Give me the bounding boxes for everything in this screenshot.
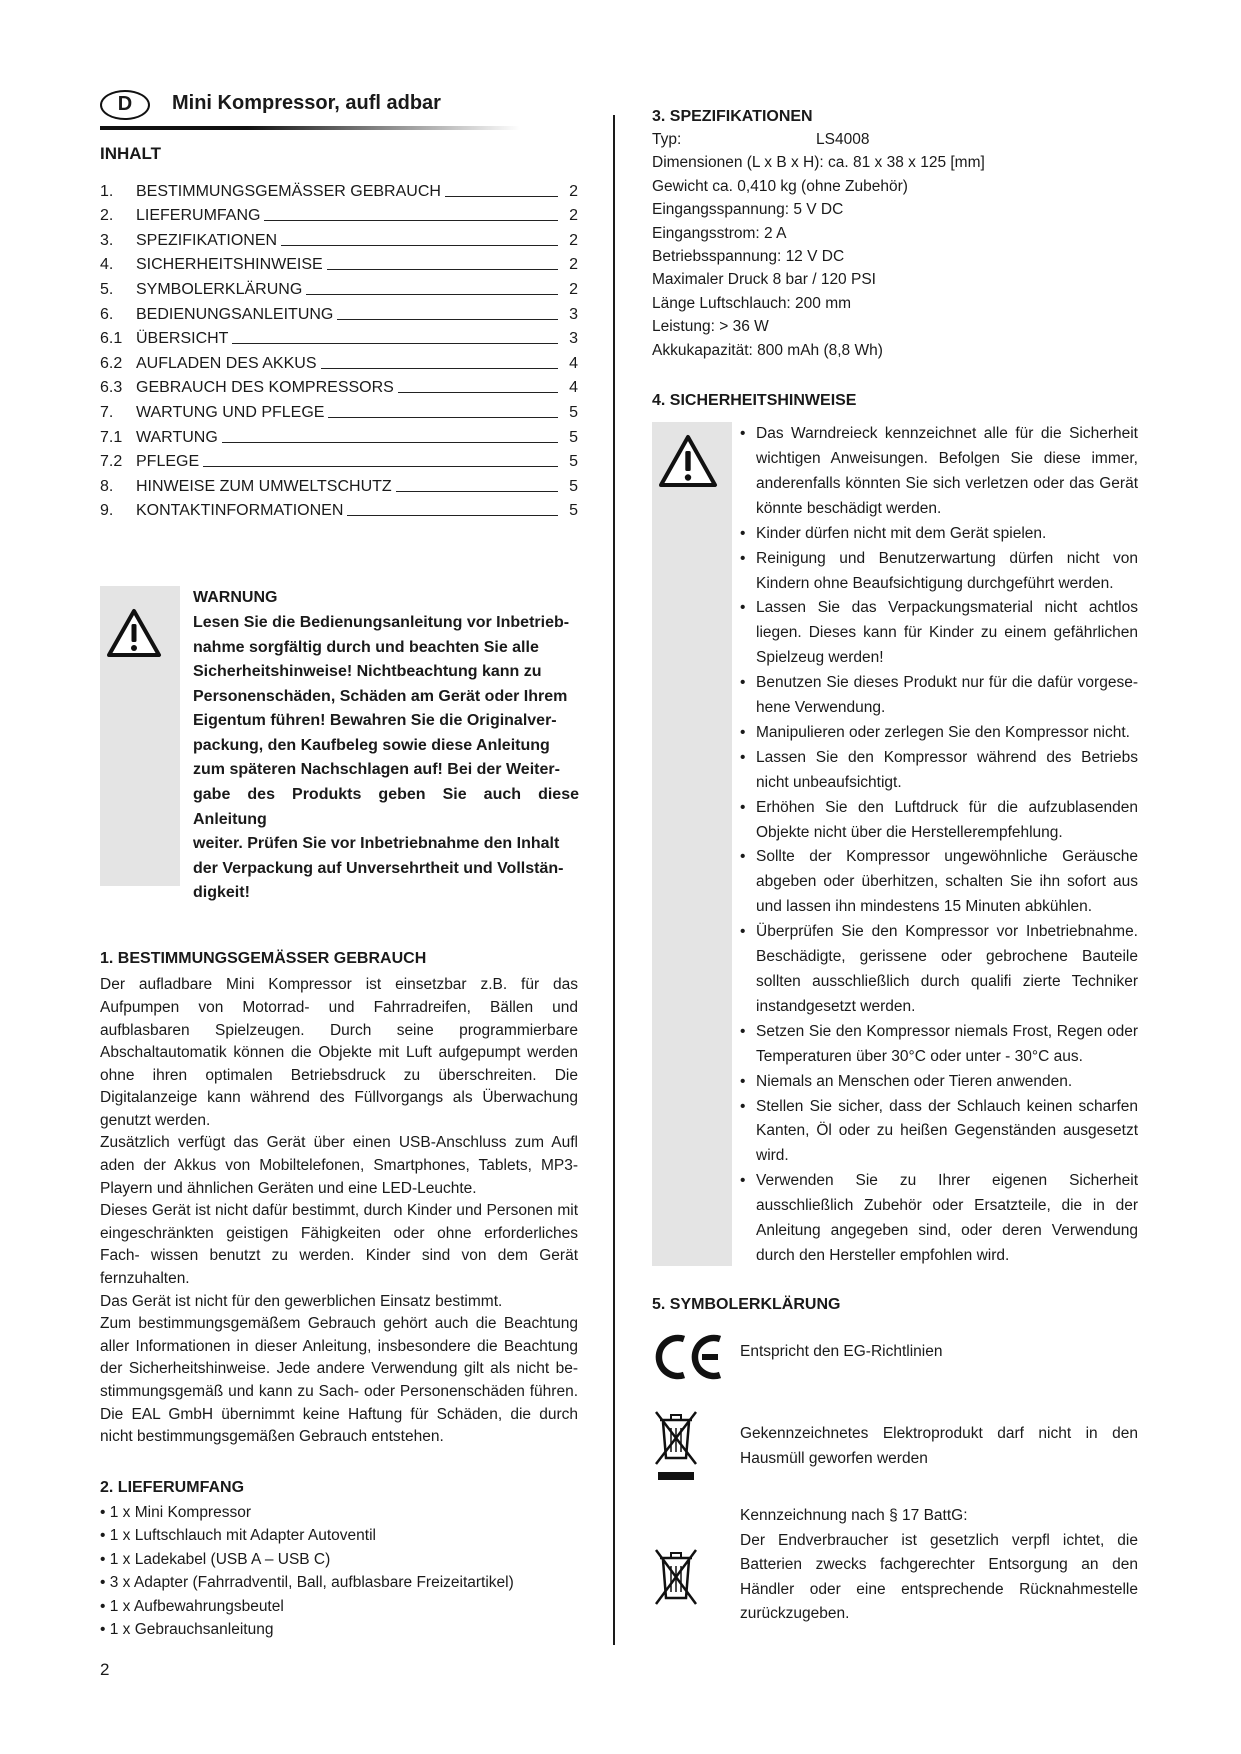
section-2 <box>100 1479 578 1642</box>
toc-item-page: 2 <box>569 256 578 274</box>
toc-item-page: 5 <box>569 428 578 446</box>
toc-item-number: 8. <box>100 477 114 495</box>
delivery-item-text: 1 x Ladekabel (USB A – USB C) <box>109 1550 331 1568</box>
delivery-item <box>100 1571 578 1595</box>
spec-line: Eingangsstrom: 2 A <box>652 224 787 242</box>
section-3-title: 3. SPEZIFIKATIONEN <box>652 108 813 125</box>
toc-leader-line <box>306 294 558 295</box>
toc-item-page: 5 <box>569 477 578 495</box>
safety-sidebar <box>652 422 732 1266</box>
toc-item-page: 4 <box>569 379 578 397</box>
warning-line: der Verpackung auf Unversehrtheit und Vollstän- <box>193 859 564 877</box>
toc-leader-line <box>327 269 558 270</box>
right-column <box>652 108 1138 1634</box>
toc-item-number: 6.2 <box>100 354 123 372</box>
toc-item-number: 7. <box>100 403 114 421</box>
safety-item: • Sollte der Kompressor ungewöhnliche Geräusche abgeben oder überhitzen, schalten Sie ihn sofort aus und lassen ihn mindestens 15 Minuten abkühlen. <box>738 845 1138 920</box>
delivery-item-text: 1 x Gebrauchsanleitung <box>109 1621 274 1639</box>
safety-item: • Lassen Sie das Verpackungsmaterial nicht achtlos liegen. Dieses kann für Kinder zu einem gefährlichen Spielzeug werden! <box>738 596 1138 671</box>
paragraph: Das Gerät ist nicht für den gewerblichen Einsatz bestimmt. <box>100 1292 503 1310</box>
toc-item-page: 5 <box>569 502 578 520</box>
delivery-item <box>100 1501 578 1525</box>
toc-item-label: GEBRAUCH DES KOMPRESSORS <box>136 379 394 397</box>
weee-text: Gekennzeichnetes Elektroprodukt darf nicht in den Hausmüll geworfen werden <box>740 1425 1138 1467</box>
weee-symbol-row <box>652 1406 1138 1504</box>
battery-symbol-row <box>652 1504 1138 1634</box>
delivery-item <box>100 1595 578 1619</box>
spec-line: Maximaler Druck 8 bar / 120 PSI <box>652 271 876 289</box>
crossed-out-battery-bin-icon <box>652 1544 700 1608</box>
toc-item-page: 3 <box>569 305 578 323</box>
toc-item-number: 5. <box>100 280 114 298</box>
warning-line: nahme sorgfältig durch und beachten Sie alle <box>193 638 539 656</box>
warning-triangle-icon <box>658 434 718 488</box>
toc-item-label: SICHERHEITSHINWEISE <box>136 256 323 274</box>
warning-line: Eigentum führen! Bewahren Sie die Originalver- <box>193 712 557 730</box>
toc-item-label: SPEZIFIKATIONEN <box>136 231 278 249</box>
table-of-contents <box>100 176 578 520</box>
document-title: Mini Kompressor, aufl adbar <box>172 92 441 114</box>
toc-leader-line <box>347 515 558 516</box>
warning-line: Lesen Sie die Bedienungsanleitung vor Inbetrieb- <box>193 613 570 631</box>
section-1-title: 1. BESTIMMUNGSGEMÄSSER GEBRAUCH <box>100 950 427 968</box>
crossed-out-bin-icon <box>652 1406 700 1486</box>
ce-text: Entspricht den EG-Richtlinien <box>740 1343 943 1361</box>
safety-item: • Manipulieren oder zerlegen Sie den Kompressor nicht. <box>738 721 1138 746</box>
warning-title: WARNUNG <box>193 589 278 607</box>
toc-item-number: 3. <box>100 231 114 249</box>
spec-line: Akkukapazität: 800 mAh (8,8 Wh) <box>652 341 883 359</box>
toc-item-label: SYMBOLERKLÄRUNG <box>136 280 303 298</box>
safety-box <box>652 422 1138 1266</box>
toc-leader-line <box>445 196 558 197</box>
toc-item <box>100 324 578 349</box>
toc-leader-line <box>281 245 558 246</box>
delivery-item <box>100 1548 578 1572</box>
spec-type-row <box>652 128 1138 151</box>
delivery-item-text: 1 x Aufbewahrungsbeutel <box>109 1597 284 1615</box>
spec-type-value: LS4008 <box>816 131 870 148</box>
paragraph: Zum bestimmungsgemäßem Gebrauch gehört auch die Beachtung aller Informationen in dieser Anleitung, insbesondere die Beachtung der Sicherheitshinweise. Jede andere Verwendung gilt als nicht be- stimmungsgemäß und kann zu Sach- oder Personenschäden führen. Die EAL GmbH übernimmt keine Haftung für Schäden, die durch nicht bestimmungsgemäßen Gebrauch entstehen. <box>100 1315 578 1446</box>
toc-item-page: 5 <box>569 403 578 421</box>
toc-item <box>100 447 578 472</box>
section-3 <box>652 108 1138 362</box>
toc-item-label: KONTAKTINFORMATIONEN <box>136 502 344 520</box>
toc-item <box>100 496 578 521</box>
spec-line: Gewicht ca. 0,410 kg (ohne Zubehör) <box>652 177 908 195</box>
toc-leader-line <box>396 491 558 492</box>
safety-item: • Überprüfen Sie den Kompressor vor Inbetriebnahme. Beschädigte, gerissene oder gebrochene Bauteile sollten ausschließlich durch qualifi zierte Techniker instandgesetzt werden. <box>738 920 1138 1020</box>
warning-line: weiter. Prüfen Sie vor Inbetriebnahme den Inhalt <box>193 835 560 853</box>
toc-item-number: 2. <box>100 207 114 225</box>
toc-item <box>100 176 578 201</box>
warning-line: zum späteren Nachschlagen auf! Bei der Weiter- <box>193 761 560 779</box>
toc-item <box>100 397 578 422</box>
toc-leader-line <box>337 319 558 320</box>
warning-text <box>193 586 579 906</box>
toc-item-number: 7.2 <box>100 453 123 471</box>
toc-item <box>100 201 578 226</box>
section-2-list <box>100 1501 578 1642</box>
toc-item-label: WARTUNG <box>136 428 218 446</box>
toc-item-number: 6.3 <box>100 379 123 397</box>
toc-leader-line <box>203 466 558 467</box>
section-4 <box>652 392 1138 1266</box>
spec-line: Eingangsspannung: 5 V DC <box>652 201 844 219</box>
toc-item-page: 3 <box>569 330 578 348</box>
toc-item-number: 6.1 <box>100 330 123 348</box>
battery-text-block <box>740 1504 1138 1627</box>
warning-box <box>100 586 579 902</box>
toc-leader-line <box>222 442 558 443</box>
delivery-item <box>100 1618 578 1642</box>
toc-heading: INHALT <box>100 144 162 163</box>
delivery-item-text: 1 x Mini Kompressor <box>109 1503 251 1521</box>
toc-item-number: 6. <box>100 305 114 323</box>
toc-leader-line <box>328 417 558 418</box>
spec-list <box>652 128 1138 151</box>
section-5 <box>652 1296 1138 1634</box>
section-1-body <box>100 974 578 1448</box>
header-rule <box>100 126 520 130</box>
safety-item: • Lassen Sie den Kompressor während des Betriebs nicht unbeaufsichtigt. <box>738 746 1138 796</box>
safety-item: • Reinigung und Benutzerwartung dürfen nicht von Kindern ohne Beaufsichtigung durchgeführt werden. <box>738 547 1138 597</box>
safety-item: • Stellen Sie sicher, dass der Schlauch keinen scharfen Kanten, Öl oder zu heißen Gegenständen ausgesetzt wird. <box>738 1095 1138 1170</box>
toc-item-page: 2 <box>569 231 578 249</box>
warning-line: gabe des Produkts geben Sie auch diese Anleitung <box>193 786 579 828</box>
ce-mark-icon <box>652 1334 724 1380</box>
toc-item <box>100 250 578 275</box>
spec-type-label: Typ: <box>652 131 682 148</box>
toc-item <box>100 471 578 496</box>
toc-item-label: ÜBERSICHT <box>136 330 229 348</box>
safety-item: • Verwenden Sie zu Ihrer eigenen Sicherheit ausschließlich Zubehör oder Ersatzteile, die in der Anleitung angegeben sind, oder deren Verwendung durch den Hersteller empfohlen wird. <box>738 1169 1138 1269</box>
paragraph: Der aufladbare Mini Kompressor ist einsetzbar z.B. für das Aufpumpen von Motorrad- und Fahrradreifen, Bällen und aufblasbaren Spielzeugen. Durch seine programmierbare Abschaltautomatik können die Objekte mit Luft aufgepumpt werden ohne ihren optimalen Betriebsdruck zu überschreiten. Die Digitalanzeige kann während des Füllvorgangs als Überwachung genutzt werden. <box>100 976 578 1129</box>
toc-item-label: WARTUNG UND PFLEGE <box>136 403 325 421</box>
toc-item-label: LIEFERUMFANG <box>136 207 261 225</box>
toc-item <box>100 274 578 299</box>
toc-item-page: 5 <box>569 453 578 471</box>
toc-item-number: 4. <box>100 256 114 274</box>
warning-line: packung, den Kaufbeleg sowie diese Anleitung <box>193 736 550 754</box>
section-1 <box>100 950 578 1448</box>
delivery-item-text: 3 x Adapter (Fahrradventil, Ball, aufblasbare Freizeitartikel) <box>109 1574 514 1592</box>
warning-line: Sicherheitshinweise! Nichtbeachtung kann zu <box>193 663 542 681</box>
delivery-item-text: 1 x Luftschlauch mit Adapter Autoventil <box>109 1527 376 1545</box>
safety-item: • Niemals an Menschen oder Tieren anwenden. <box>738 1070 1138 1095</box>
spec-line: Leistung: > 36 W <box>652 318 769 336</box>
toc-item-label: PFLEGE <box>136 453 200 471</box>
toc-leader-line <box>398 392 558 393</box>
toc-item-label: HINWEISE ZUM UMWELTSCHUTZ <box>136 477 392 495</box>
left-column <box>100 88 578 1642</box>
safety-item: • Kinder dürfen nicht mit dem Gerät spielen. <box>738 522 1138 547</box>
section-4-title: 4. SICHERHEITSHINWEISE <box>652 392 857 410</box>
toc-item-page: 2 <box>569 182 578 200</box>
battery-title: Kennzeichnung nach § 17 BattG: <box>740 1507 968 1525</box>
delivery-item <box>100 1524 578 1548</box>
toc-leader-line <box>264 220 558 221</box>
warning-line: digkeit! <box>193 884 250 902</box>
column-divider <box>613 115 615 1645</box>
toc-item <box>100 348 578 373</box>
toc-item-number: 1. <box>100 182 114 200</box>
toc-item <box>100 373 578 398</box>
language-badge: D <box>100 90 150 120</box>
ce-symbol-row <box>652 1324 1138 1406</box>
paragraph: Zusätzlich verfügt das Gerät über einen USB-Anschluss zum Aufl aden der Akkus von Mobiltelefonen, Smartphones, Tablets, MP3-Playern und ähnlichen Geräten und eine LED-Leuchte. <box>100 1134 578 1197</box>
warning-sidebar <box>100 586 180 886</box>
toc-item-label: BESTIMMUNGSGEMÄSSER GEBRAUCH <box>136 182 441 200</box>
battery-text: Der Endverbraucher ist gesetzlich verpfl ichtet, die Batterien zwecks fachgerechter Entsorgung an den Händler oder eine entsprechende Rücknahmestelle zurückzugeben. <box>740 1531 1138 1623</box>
toc-item-number: 9. <box>100 502 114 520</box>
warning-triangle-icon <box>106 608 162 658</box>
spec-line: Länge Luftschlauch: 200 mm <box>652 294 852 312</box>
safety-item: • Das Warndreieck kennzeichnet alle für die Sicherheit wichtigen Anweisungen. Befolgen Sie diese immer, anderenfalls könnten Sie sich verletzen oder das Gerät könnte beschädigt werden. <box>738 422 1138 522</box>
toc-item-label: BEDIENUNGSANLEITUNG <box>136 305 334 323</box>
document-header <box>100 88 578 124</box>
toc-item-page: 2 <box>569 207 578 225</box>
section-5-title: 5. SYMBOLERKLÄRUNG <box>652 1296 841 1314</box>
toc-item-page: 2 <box>569 280 578 298</box>
spec-lines <box>652 151 1138 362</box>
toc-item <box>100 299 578 324</box>
paragraph: Dieses Gerät ist nicht dafür bestimmt, durch Kinder und Personen mit eingeschränkten geistigen Fähigkeiten oder ohne erforderliches Fach- wissen benutzt zu werden. Kinder sind von dem Gerät fernzuhalten. <box>100 1202 578 1288</box>
safety-item: • Erhöhen Sie den Luftdruck für die aufzublasenden Objekte nicht über die Herstellerempfehlung. <box>738 796 1138 846</box>
warning-line: Personenschäden, Schäden am Gerät oder Ihrem <box>193 687 568 705</box>
page-number: 2 <box>100 1660 110 1679</box>
toc-item <box>100 225 578 250</box>
toc-item-page: 4 <box>569 354 578 372</box>
safety-list <box>738 422 1138 1269</box>
spec-line: Betriebsspannung: 12 V DC <box>652 248 845 266</box>
toc-item-number: 7.1 <box>100 428 123 446</box>
toc-leader-line <box>232 343 558 344</box>
toc-item <box>100 422 578 447</box>
spec-line: Dimensionen (L x B x H): ca. 81 x 38 x 125 [mm] <box>652 154 985 172</box>
section-2-title: 2. LIEFERUMFANG <box>100 1478 245 1496</box>
safety-item: • Setzen Sie den Kompressor niemals Frost, Regen oder Temperaturen über 30°C oder unter - 30°C aus. <box>738 1020 1138 1070</box>
warning-body <box>193 611 579 906</box>
toc-item-label: AUFLADEN DES AKKUS <box>136 354 317 372</box>
toc-leader-line <box>321 368 559 369</box>
safety-item: • Benutzen Sie dieses Produkt nur für die dafür vorgese- hene Verwendung. <box>738 671 1138 721</box>
